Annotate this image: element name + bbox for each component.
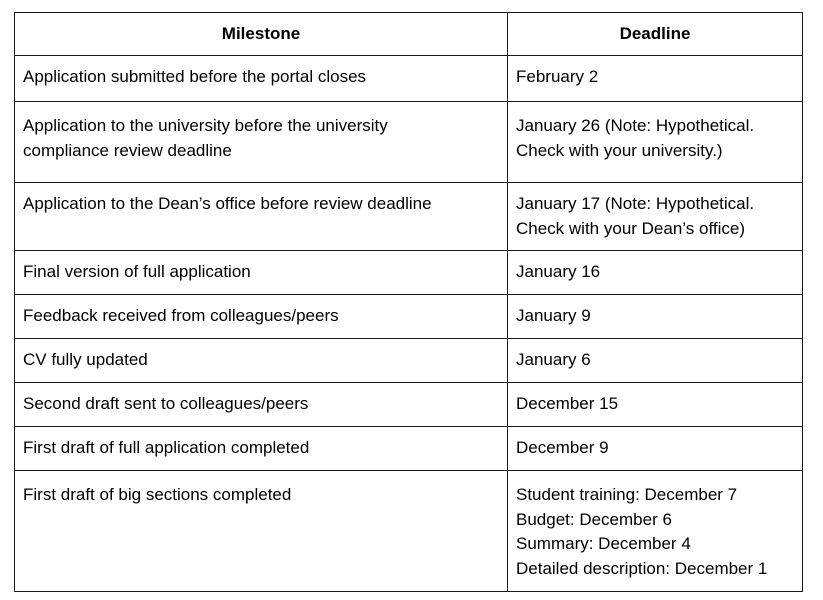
milestone-cell [15, 295, 508, 339]
milestone-cell [15, 339, 508, 383]
header-deadline: Deadline [508, 13, 803, 56]
milestone-cell [15, 251, 508, 295]
milestone-text: First draft of big sections completed [23, 485, 292, 504]
milestone-text: Application to the university before the university [23, 116, 388, 135]
deadline-cell [508, 183, 803, 251]
milestone-text: compliance review deadline [23, 140, 232, 160]
table-row [15, 251, 803, 295]
deadline-cell [508, 295, 803, 339]
milestone-text: Second draft sent to colleagues/peers [23, 394, 309, 413]
deadline-text: Student training: December 7 [516, 485, 738, 504]
milestones-table [14, 12, 803, 592]
deadline-text: Detailed description: December 1 [516, 558, 768, 578]
milestone-cell [15, 102, 508, 183]
table-row [15, 295, 803, 339]
table-header-row [15, 13, 803, 56]
deadline-text: Budget: December 6 [516, 509, 672, 529]
deadline-text: January 26 (Note: Hypothetical. [516, 116, 755, 135]
table-row [15, 183, 803, 251]
milestone-text: Application submitted before the portal closes [23, 67, 367, 86]
deadline-text: Summary: December 4 [516, 534, 691, 553]
deadline-text: February 2 [516, 67, 599, 86]
deadline-cell [508, 56, 803, 102]
milestone-text: CV fully updated [23, 350, 148, 369]
deadline-cell [508, 471, 803, 592]
deadline-cell [508, 427, 803, 471]
milestone-cell [15, 427, 508, 471]
milestone-text: Feedback received from colleagues/peers [23, 306, 339, 325]
milestone-cell [15, 383, 508, 427]
deadline-text: December 15 [516, 394, 619, 413]
milestone-cell [15, 471, 508, 592]
deadline-cell [508, 339, 803, 383]
table-row [15, 471, 803, 592]
deadline-cell [508, 251, 803, 295]
milestone-cell [15, 183, 508, 251]
milestone-text: Application to the Dean’s office before review deadline [23, 194, 432, 213]
deadline-cell [508, 102, 803, 183]
deadline-text: Check with your Dean’s office) [516, 218, 745, 238]
header-milestone: Milestone [15, 13, 508, 56]
table-row [15, 339, 803, 383]
milestone-text: First draft of full application completed [23, 438, 310, 457]
milestone-cell [15, 56, 508, 102]
table-row [15, 102, 803, 183]
table-row [15, 427, 803, 471]
deadline-text: January 9 [516, 306, 591, 325]
deadline-text: December 9 [516, 438, 609, 457]
deadline-text: January 6 [516, 350, 591, 369]
deadline-text: Check with your university.) [516, 140, 723, 160]
deadline-text: January 17 (Note: Hypothetical. [516, 194, 755, 213]
table-row [15, 383, 803, 427]
milestone-text: Final version of full application [23, 262, 251, 281]
deadline-cell [508, 383, 803, 427]
table-row [15, 56, 803, 102]
deadline-text: January 16 [516, 262, 601, 281]
